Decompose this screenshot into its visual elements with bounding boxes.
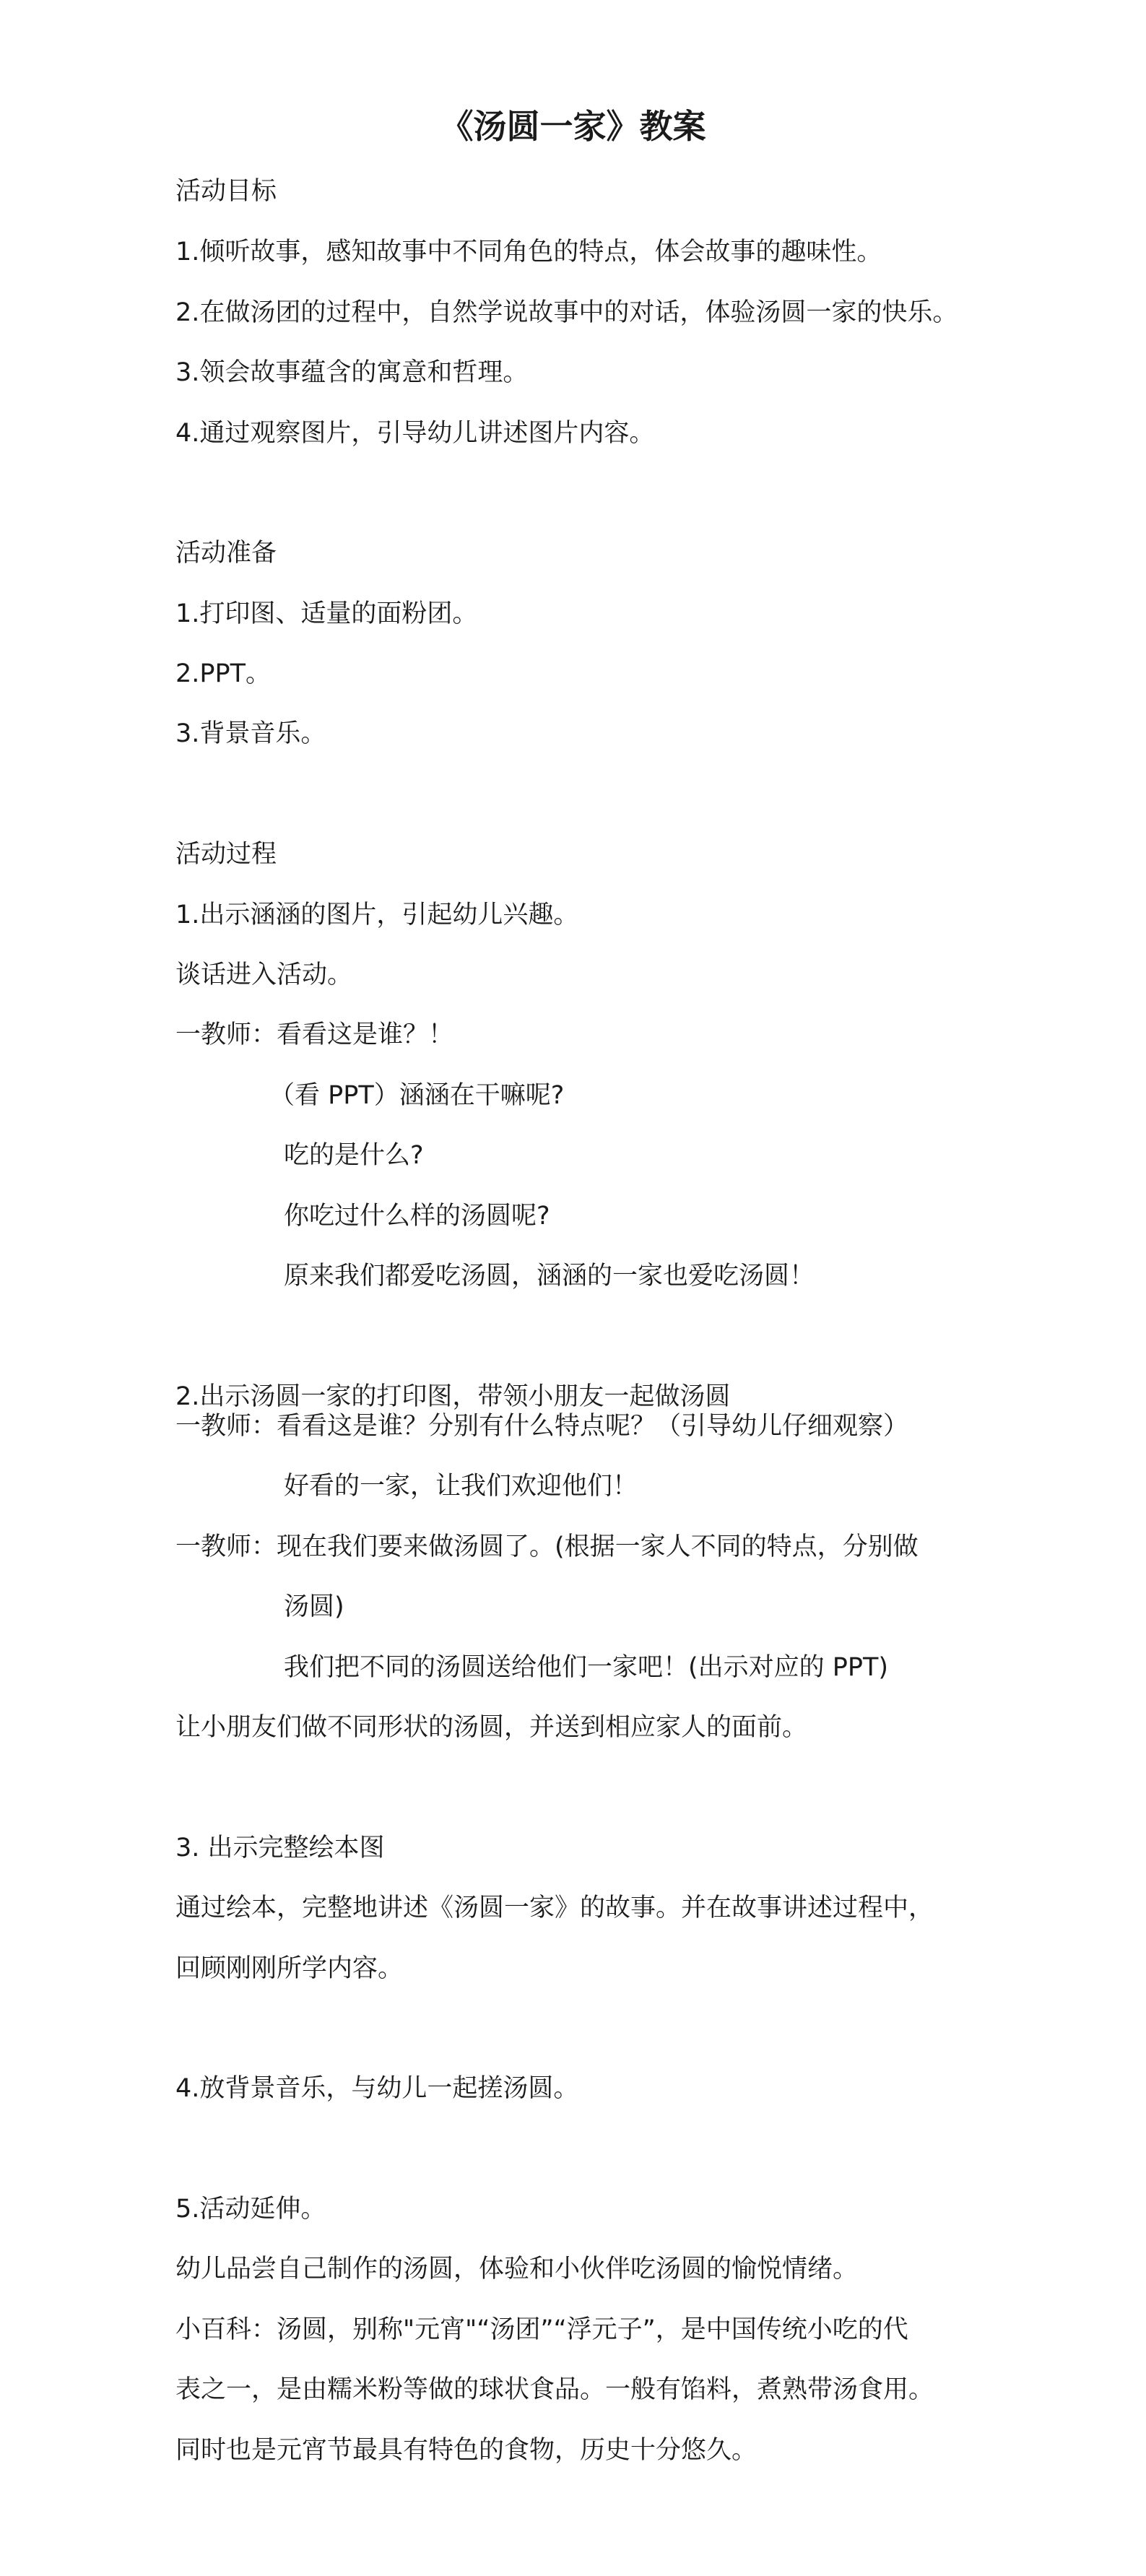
step1-title: 1.出示涵涵的图片，引起幼儿兴趣。	[175, 901, 579, 929]
step1-dialogue-line: 你吃过什么样的汤圆呢?	[284, 1202, 550, 1231]
encyclopedia-text: 同时也是元宵节最具有特色的食物，历史十分悠久。	[175, 2436, 758, 2465]
step1-intro: 谈话进入活动。	[175, 960, 353, 989]
step1-dialogue-line: （看 PPT）涵涵在干嘛呢?	[269, 1081, 565, 1110]
step2-teacher-line: 一教师：现在我们要来做汤圆了。(根据一家人不同的特点，分别做	[175, 1532, 919, 1561]
prep-item: 2.PPT。	[175, 659, 271, 688]
encyclopedia-text: 小百科：汤圆，别称"元宵"“汤团”“浮元子”，是中国传统小吃的代	[175, 2315, 908, 2344]
step2-summary: 让小朋友们做不同形状的汤圆，并送到相应家人的面前。	[175, 1713, 808, 1742]
prep-item: 1.打印图、适量的面粉团。	[175, 599, 478, 628]
encyclopedia-text: 表之一，是由糯米粉等做的球状食品。一般有馅料，煮熟带汤食用。	[175, 2375, 934, 2404]
step1-teacher-line: 一教师：看看这是谁？！	[175, 1020, 454, 1049]
step2-teacher-line-continued: 汤圆)	[284, 1592, 344, 1621]
goal-item: 1.倾听故事，感知故事中不同角色的特点，体会故事的趣味性。	[175, 238, 882, 266]
step5-title: 5.活动延伸。	[175, 2195, 326, 2224]
document-title: 《汤圆一家》教案	[440, 107, 706, 146]
step4-title: 4.放背景音乐，与幼儿一起搓汤圆。	[175, 2074, 579, 2103]
step3-title: 3. 出示完整绘本图	[175, 1834, 385, 1862]
section-heading-process: 活动过程	[175, 840, 277, 869]
step2-title: 2.出示汤圆一家的打印图，带领小朋友一起做汤圆	[175, 1382, 731, 1411]
step1-dialogue-line: 原来我们都爱吃汤圆，涵涵的一家也爱吃汤圆！	[284, 1262, 815, 1291]
goal-item: 3.领会故事蕴含的寓意和哲理。	[175, 358, 529, 387]
step1-dialogue-line: 吃的是什么?	[284, 1141, 424, 1170]
section-heading-prep: 活动准备	[175, 539, 277, 568]
goal-item: 2.在做汤团的过程中，自然学说故事中的对话，体验汤圆一家的快乐。	[175, 298, 958, 327]
step3-text: 通过绘本，完整地讲述《汤圆一家》的故事。并在故事讲述过程中，	[175, 1894, 934, 1922]
step2-dialogue-line: 好看的一家，让我们欢迎他们！	[284, 1472, 638, 1501]
step3-text: 回顾刚刚所学内容。	[175, 1954, 404, 1983]
section-heading-goals: 活动目标	[175, 177, 277, 206]
prep-item: 3.背景音乐。	[175, 719, 326, 748]
step5-text: 幼儿品尝自己制作的汤圆，体验和小伙伴吃汤圆的愉悦情绪。	[175, 2255, 859, 2284]
step2-dialogue-line: 我们把不同的汤圆送给他们一家吧！(出示对应的 PPT)	[284, 1653, 889, 1682]
goal-item: 4.通过观察图片，引导幼儿讲述图片内容。	[175, 419, 655, 448]
step2-teacher-line: 一教师：看看这是谁？分别有什么特点呢？（引导幼儿仔细观察）	[175, 1412, 909, 1441]
